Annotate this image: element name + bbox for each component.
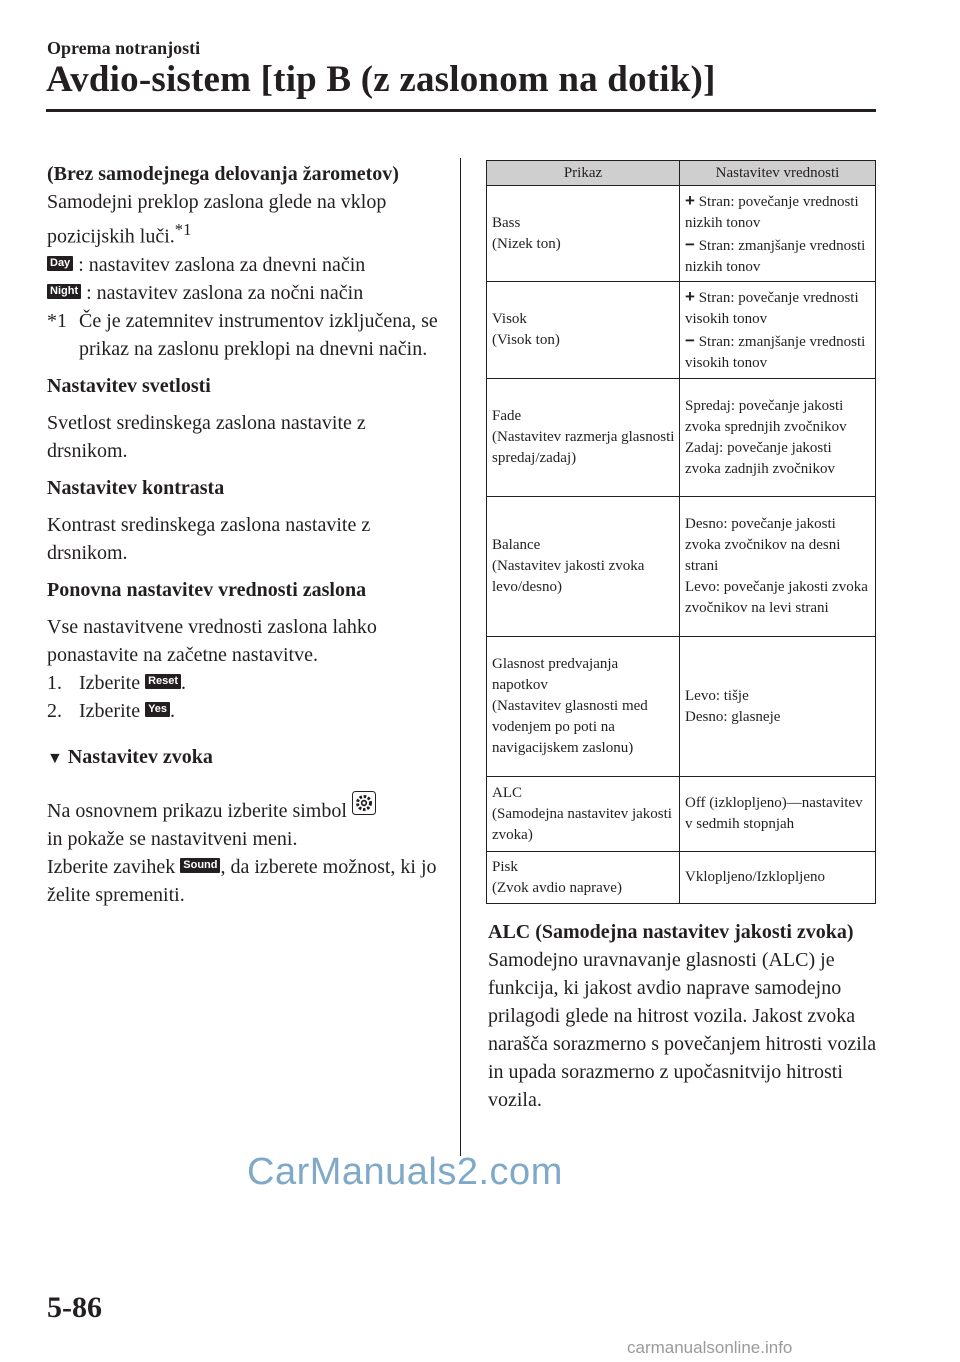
step-2-end: . — [170, 699, 176, 722]
section-label: Oprema notranjosti — [47, 38, 201, 58]
table-row — [487, 282, 876, 379]
paragraph-reset: Vse nastavitvene vrednosti zaslona lahko ponastavite na začetne nastavitve. — [47, 615, 377, 666]
balance-value: Desno: povečanje jakosti zvoka zvočnikov na desni strani Levo: povečanje jakosti zvoka zvočnikov na levi strani — [680, 497, 876, 637]
beep-name: Pisk (Zvok avdio naprave) — [487, 852, 680, 904]
heading-contrast: Nastavitev kontrasta — [47, 476, 225, 499]
day-icon: Day — [47, 256, 73, 271]
right-column-text — [488, 918, 883, 1114]
paragraph-sound-3 — [47, 853, 442, 909]
page-title: Avdio-sistem [tip B (z zaslonom na dotik)] — [46, 59, 716, 100]
paragraph-alc: Samodejno uravnavanje glasnosti (ALC) je funkcija, ki jakost avdio naprave samodejno prilagodi glede na hitrost vozila. Jakost zvoka narašča sorazmerno s povečanjem hitrosti vozila in upada sorazmerno z upočasnitvijo hitrosti vozila. — [488, 949, 877, 1111]
balance-name: Balance (Nastavitev jakosti zvoka levo/desno) — [487, 497, 680, 637]
treble-name: Visok (Visok ton) — [487, 282, 680, 379]
sound-settings-table — [486, 160, 876, 904]
sound-text-3a: Izberite zavihek — [47, 855, 176, 878]
table-row — [487, 852, 876, 904]
paragraph-contrast: Kontrast sredinskega zaslona nastavite z drsnikom. — [47, 513, 371, 564]
bass-value — [680, 186, 876, 282]
watermark-logo: CarManuals2.com — [247, 1151, 563, 1193]
table-row — [487, 777, 876, 852]
beep-value: Vklopljeno/Izklopljeno — [680, 852, 876, 904]
heading-sound-text: Nastavitev zvoka — [67, 745, 213, 768]
sound-text-3b: , da izberete možnost, ki jo želite spremeniti. — [47, 855, 437, 906]
nav-volume-value: Levo: tišje Desno: glasneje — [680, 637, 876, 777]
plus-icon: + — [685, 287, 695, 306]
table-row — [487, 637, 876, 777]
paragraph-sound-1 — [47, 791, 442, 825]
table-row — [487, 497, 876, 637]
day-line — [47, 251, 442, 279]
footnote — [47, 307, 442, 363]
day-text: : nastavitev zaslona za dnevni način — [78, 253, 366, 276]
table-row — [487, 379, 876, 497]
step-1-end: . — [181, 671, 187, 694]
heading-sound — [47, 743, 442, 773]
step-1-number: 1. — [47, 671, 62, 694]
night-line — [47, 279, 442, 307]
paragraph-brightness: Svetlost sredinskega zaslona nastavite z drsnikom. — [47, 411, 366, 462]
paragraph-auto — [47, 188, 442, 251]
page-number: 5-86 — [47, 1291, 102, 1324]
triangle-icon: ▼ — [47, 749, 63, 767]
footnote-ref: *1 — [174, 220, 192, 239]
minus-icon: − — [685, 234, 695, 254]
heading-alc: ALC (Samodejna nastavitev jakosti zvoka) — [488, 921, 854, 943]
alc-value: Off (izklopljeno)—nastavitev v sedmih stopnjah — [680, 777, 876, 852]
night-text: : nastavitev zaslona za nočni način — [86, 281, 364, 304]
yes-icon: Yes — [145, 702, 170, 717]
bass-plus-text: Stran: povečanje vrednosti nizkih tonov — [685, 193, 859, 231]
bass-minus-text: Stran: zmanjšanje vrednosti nizkih tonov — [685, 237, 866, 275]
table-row — [487, 186, 876, 282]
alc-name: ALC (Samodejna nastavitev jakosti zvoka) — [487, 777, 680, 852]
plus-icon: + — [685, 190, 695, 210]
night-icon: Night — [47, 284, 81, 299]
heading-brightness: Nastavitev svetlosti — [47, 374, 211, 397]
footnote-mark: *1 — [47, 309, 67, 332]
step-2 — [47, 697, 442, 725]
nav-volume-name: Glasnost predvajanja napotkov (Nastavitev glasnosti med vodenjem po poti na navigacijskem zaslonu) — [487, 637, 680, 777]
step-1-text: Izberite — [79, 671, 141, 694]
heading-auto-headlight: (Brez samodejnega delovanja žarometov) — [47, 163, 399, 185]
fade-name: Fade (Nastavitev razmerja glasnosti spredaj/zadaj) — [487, 379, 680, 497]
footer-watermark: carmanualsonline.info — [627, 1338, 793, 1357]
step-2-text: Izberite — [79, 699, 141, 722]
column-divider — [460, 158, 461, 1156]
auto-text: Samodejni preklop zaslona glede na vklop pozicijskih luči. — [47, 191, 387, 248]
table-header-row — [487, 161, 876, 186]
minus-icon: − — [685, 331, 695, 350]
gear-icon — [352, 791, 376, 815]
table-header-value: Nastavitev vrednosti — [680, 161, 876, 186]
bass-name: Bass (Nizek ton) — [487, 186, 680, 282]
table-header-display: Prikaz — [487, 161, 680, 186]
treble-value — [680, 282, 876, 379]
step-1 — [47, 669, 442, 697]
reset-icon: Reset — [145, 674, 181, 689]
sound-tab-icon: Sound — [180, 858, 220, 873]
step-2-number: 2. — [47, 699, 62, 722]
title-rule — [46, 109, 876, 112]
treble-minus-text: Stran: zmanjšanje vrednosti visokih tonov — [685, 334, 866, 371]
paragraph-sound-2: in pokaže se nastavitveni meni. — [47, 827, 298, 850]
treble-plus-text: Stran: povečanje vrednosti visokih tonov — [685, 290, 859, 327]
heading-reset: Ponovna nastavitev vrednosti zaslona — [47, 578, 367, 601]
fade-value: Spredaj: povečanje jakosti zvoka sprednjih zvočnikov Zadaj: povečanje jakosti zvoka zadnjih zvočnikov — [680, 379, 876, 497]
sound-text-1: Na osnovnem prikazu izberite simbol — [47, 799, 347, 822]
left-column — [47, 160, 442, 909]
footnote-text: Če je zatemnitev instrumentov izključena, se prikaz na zaslonu preklopi na dnevni način. — [79, 309, 438, 360]
